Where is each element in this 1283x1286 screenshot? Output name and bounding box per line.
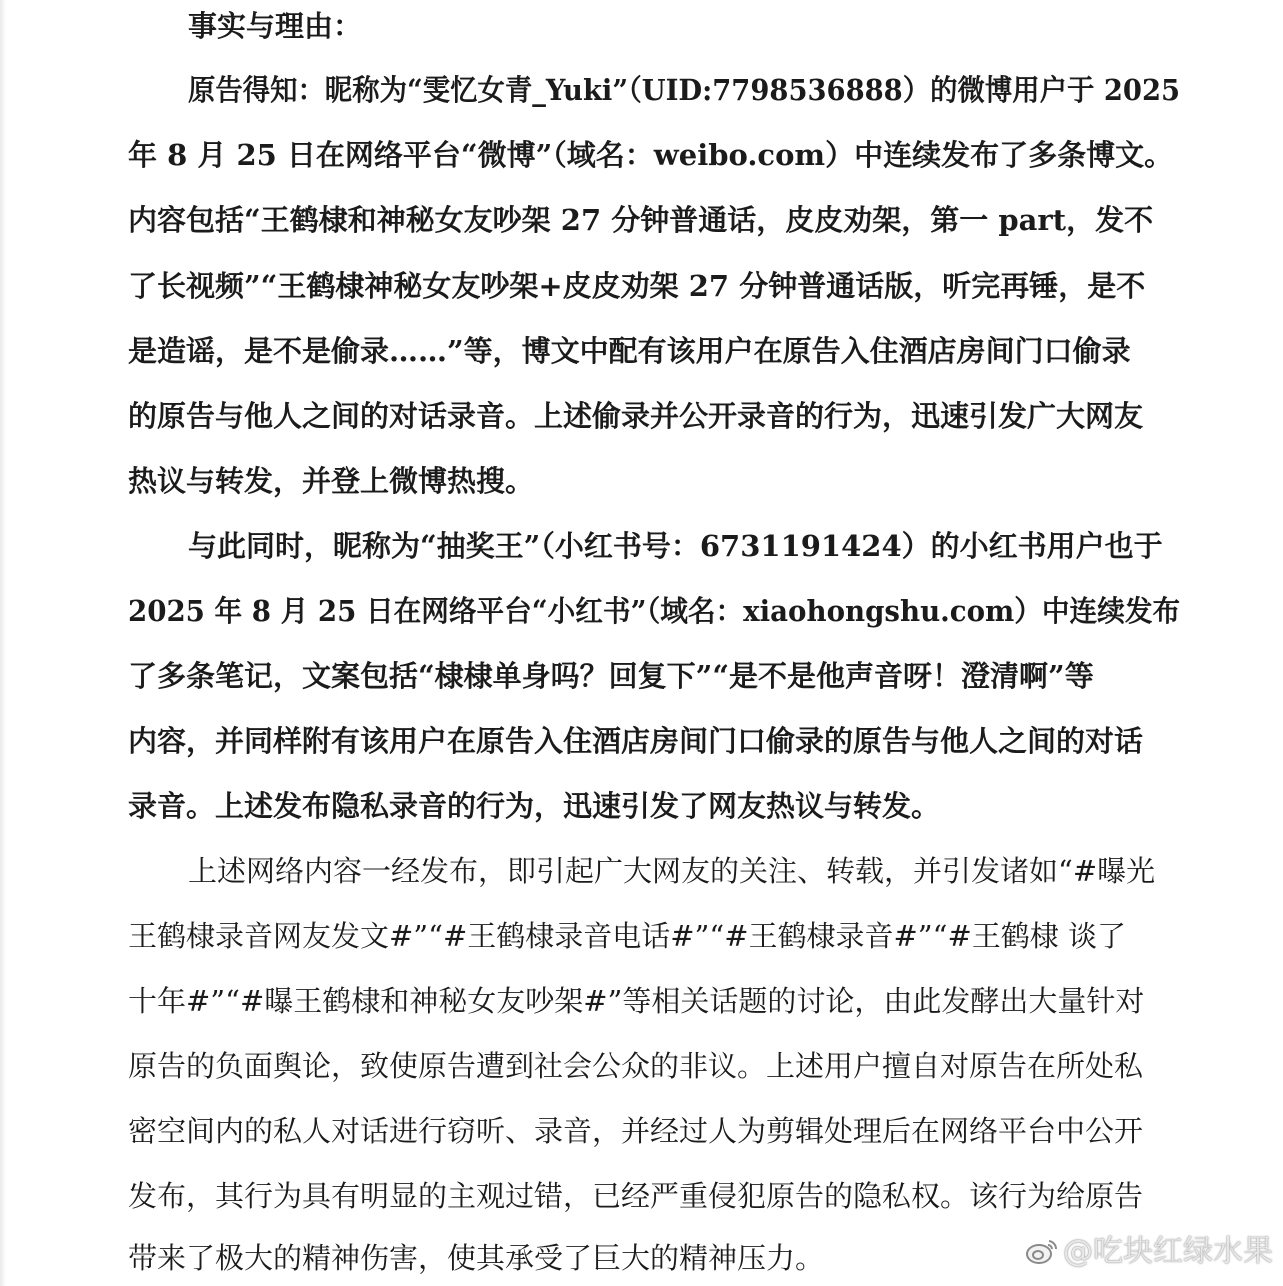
paragraph3-line: 带来了极大的精神伤害，使其承受了巨大的精神压力。 xyxy=(128,1241,825,1275)
paragraph3-line: 王鹤棣录音网友发文#”“#王鹤棣录音电话#”“#王鹤棣录音#”“#王鹤棣 谈了 xyxy=(128,919,1126,953)
paragraph2-line: 了多条笔记，文案包括“棣棣单身吗？回复下”“是不是他声音呀！澄清啊”等 xyxy=(128,659,1094,693)
paragraph3-line: 上述网络内容一经发布，即引起广大网友的关注、转载，并引发诸如“#曝光 xyxy=(188,854,1156,888)
paragraph3-line: 密空间内的私人对话进行窃听、录音，并经过人为剪辑处理后在网络平台中公开 xyxy=(128,1114,1144,1148)
paragraph1-line: 了长视频”“王鹤棣神秘女友吵架+皮皮劝架 27 分钟普通话版，听完再锤，是不 xyxy=(128,269,1146,303)
paragraph2-line: 录音。上述发布隐私录音的行为，迅速引发了网友热议与转发。 xyxy=(128,789,941,823)
paragraph2-line: 内容，并同样附有该用户在原告入住酒店房间门口偷录的原告与他人之间的对话 xyxy=(128,724,1144,758)
paragraph2-line: 2025 年 8 月 25 日在网络平台“小红书”（域名：xiaohongshu.com）中连续发布 xyxy=(128,594,1181,628)
weibo-watermark xyxy=(1025,1232,1273,1272)
paragraph1-line: 原告得知：昵称为“雯忆女青_Yuki”（UID:7798536888）的微博用户于 2025 xyxy=(188,73,1181,107)
paragraph1-line: 热议与转发，并登上微博热搜。 xyxy=(128,464,535,498)
paragraph3-line: 十年#”“#曝王鹤棣和神秘女友吵架#”等相关话题的讨论，由此发酵出大量针对 xyxy=(128,984,1145,1018)
weibo-logo-icon xyxy=(1025,1236,1059,1264)
paragraph1-line: 年 8 月 25 日在网络平台“微博”（域名：weibo.com）中连续发布了多条博文。 xyxy=(128,138,1174,172)
paragraph3-line: 原告的负面舆论，致使原告遭到社会公众的非议。上述用户擅自对原告在所处私 xyxy=(128,1049,1144,1083)
section-heading: 事实与理由： xyxy=(188,9,363,43)
paragraph2-line: 与此同时，昵称为“抽奖王”（小红书号：6731191424）的小红书用户也于 xyxy=(188,529,1163,563)
paragraph1-line: 的原告与他人之间的对话录音。上述偷录并公开录音的行为，迅速引发广大网友 xyxy=(128,399,1144,433)
paragraph3-line: 发布，其行为具有明显的主观过错，已经严重侵犯原告的隐私权。该行为给原告 xyxy=(128,1179,1144,1213)
watermark-text: @吃块红绿水果 xyxy=(1063,1234,1273,1269)
paragraph1-line: 内容包括“王鹤棣和神秘女友吵架 27 分钟普通话，皮皮劝架，第一 part，发不 xyxy=(128,203,1154,237)
paragraph1-line: 是造谣，是不是偷录……”等，博文中配有该用户在原告入住酒店房间门口偷录 xyxy=(128,334,1131,368)
page-edge-shadow xyxy=(0,0,6,1286)
